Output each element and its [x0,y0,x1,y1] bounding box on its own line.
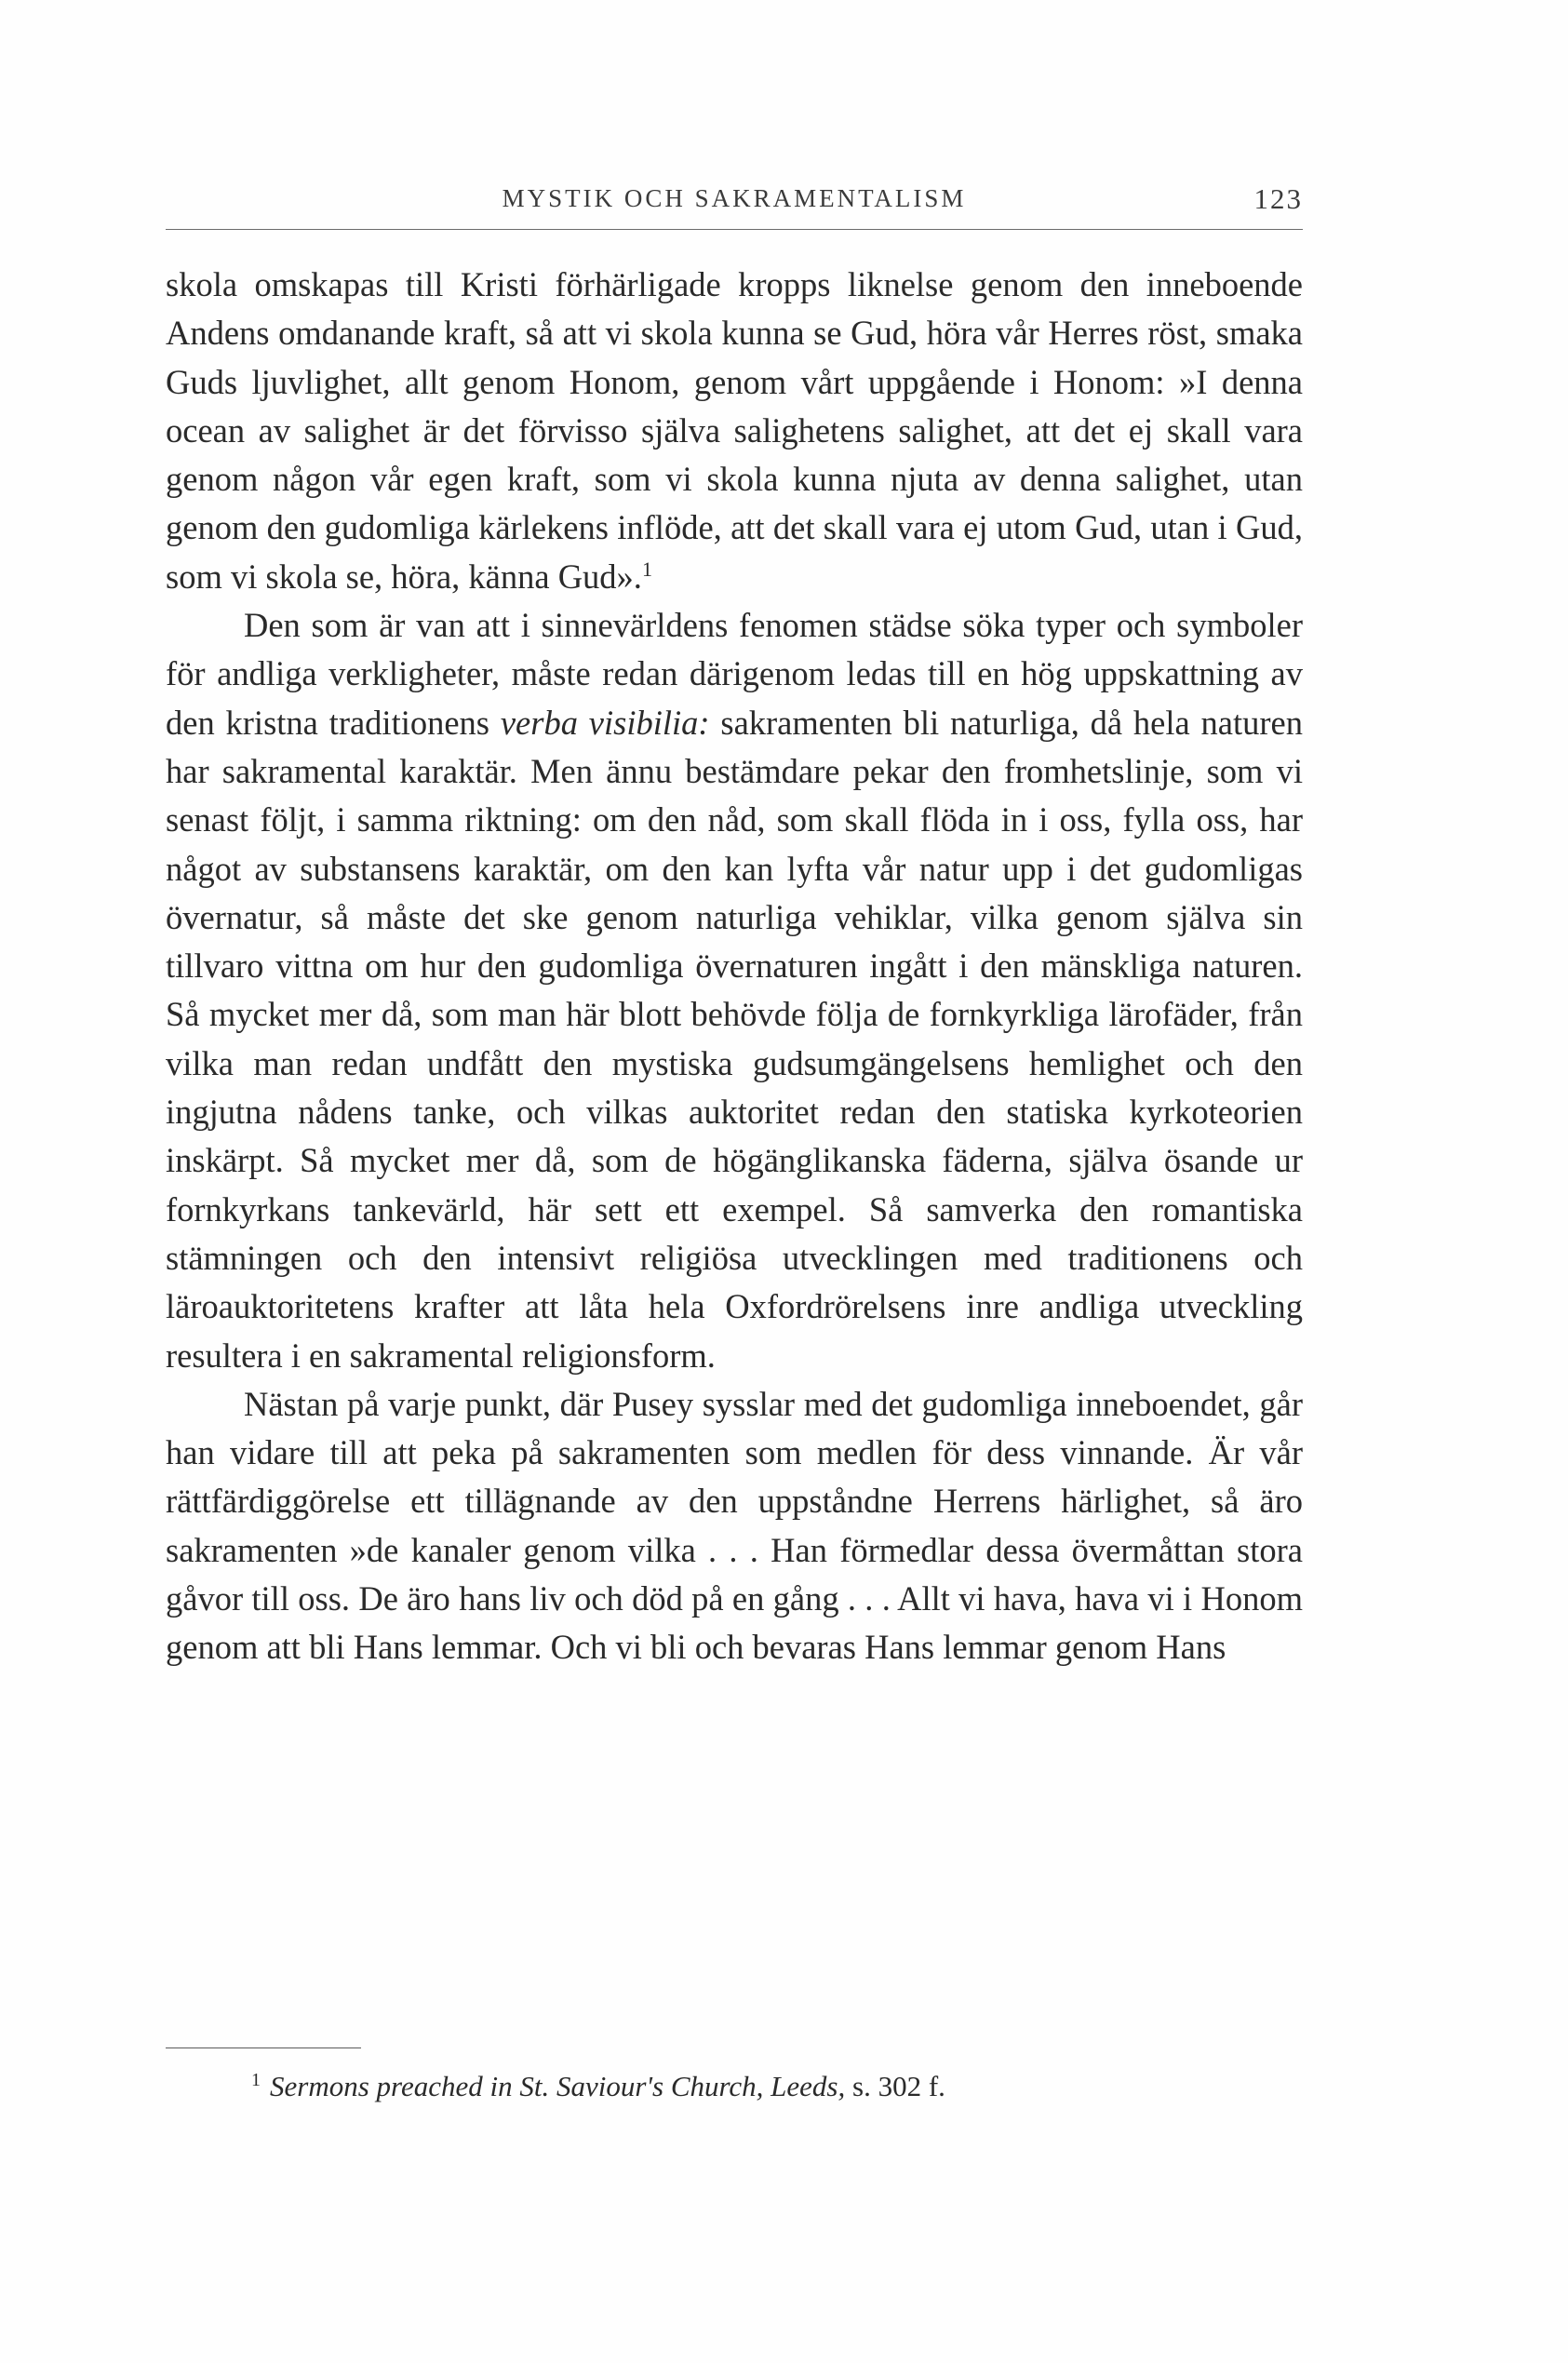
running-title: MYSTIK OCH SAKRAMENTALISM [502,184,967,212]
italic-phrase: verba visibilia: [500,703,710,742]
paragraph-1 [166,261,1303,601]
footnote-reference: 1 [641,557,652,581]
main-text [166,261,1303,1672]
paragraph-3-text: Nästan på varje punkt, där Pusey sysslar med det gudomliga inneboendet, går han vidare till att peka på sakramenten som medlen för dess vinnande. Är vår rättfärdiggörelse ett tillägnande av den uppståndne Herrens härlighet, så äro sakramenten »de kanaler genom vilka . . . Han förmedlar dessa övermåttan stora gåvor till oss. De äro hans liv och död på en gång . . . Allt vi hava, hava vi i Honom genom att bli Hans lemmar. Och vi bli och bevaras Hans lemmar genom Hans [166,1384,1303,1667]
footnote-page-ref: s. 302 f. [845,2070,945,2102]
footnote [251,2068,945,2105]
page-header [166,182,1303,229]
paragraph-3 [166,1380,1303,1672]
footnote-rule [166,2047,361,2048]
footnote-marker: 1 [251,2069,261,2090]
paragraph-2-text-end: sakramenten bli naturliga, då hela naturen har sakramental karaktär. Men ännu bestämdare pekar den fromhetslinje, som vi senast följt, i samma riktning: om den nåd, som skall flöda in i oss, fylla oss, har något av substansens karaktär, om den kan lyfta vår natur upp i det gudomligas övernatur, så måste det ske genom naturliga vehiklar, vilka genom själva sin tillvaro vittna om hur den gudomliga övernaturen ingått i den mänskliga naturen. Så mycket mer då, som man här blott behövde följa de fornkyrkliga lärofäder, från vilka man redan undfått den mystiska gudsumgängelsens hemlighet och den ingjutna nådens tanke, och vilkas auktoritet redan den statiska kyrkoteorien inskärpt. Så mycket mer då, som de högänglikanska fäderna, själva ösande ur fornkyrkans tankevärld, här sett ett exempel. Så samverka den romantiska stämningen och den intensivt religiösa utvecklingen med traditionens och läroauktoritetens krafter att låta hela Oxfordrörelsens inre andliga utveckling resultera i en sakramental religionsform. [166,703,1303,1375]
paragraph-2-text-start: Den som är van att i sinnevärldens fenomen städse söka typer och symboler för andliga verkligheter, måste redan därigenom ledas till en hög uppskattning av den kristna traditionens [166,606,1303,742]
paragraph-1-text: skola omskapas till Kristi förhärligade kropps liknelse genom den inneboende Andens omdanande kraft, så att vi skola kunna se Gud, höra vår Herres röst, smaka Guds ljuvlighet, allt genom Honom, genom vårt uppgående i Honom: »I denna ocean av salighet är det förvisso själva salighetens salighet, att det ej skall vara genom någon vår egen kraft, som vi skola kunna njuta av denna salighet, utan genom den gudomliga kärlekens inflöde, att det skall vara ej utom Gud, utan i Gud, som vi skola se, höra, känna Gud». [166,265,1303,596]
page-number: 123 [1253,182,1303,215]
paragraph-2 [166,601,1303,1380]
header-rule [166,229,1303,230]
footnote-title: Sermons preached in St. Saviour's Church, Leeds, [270,2070,846,2102]
